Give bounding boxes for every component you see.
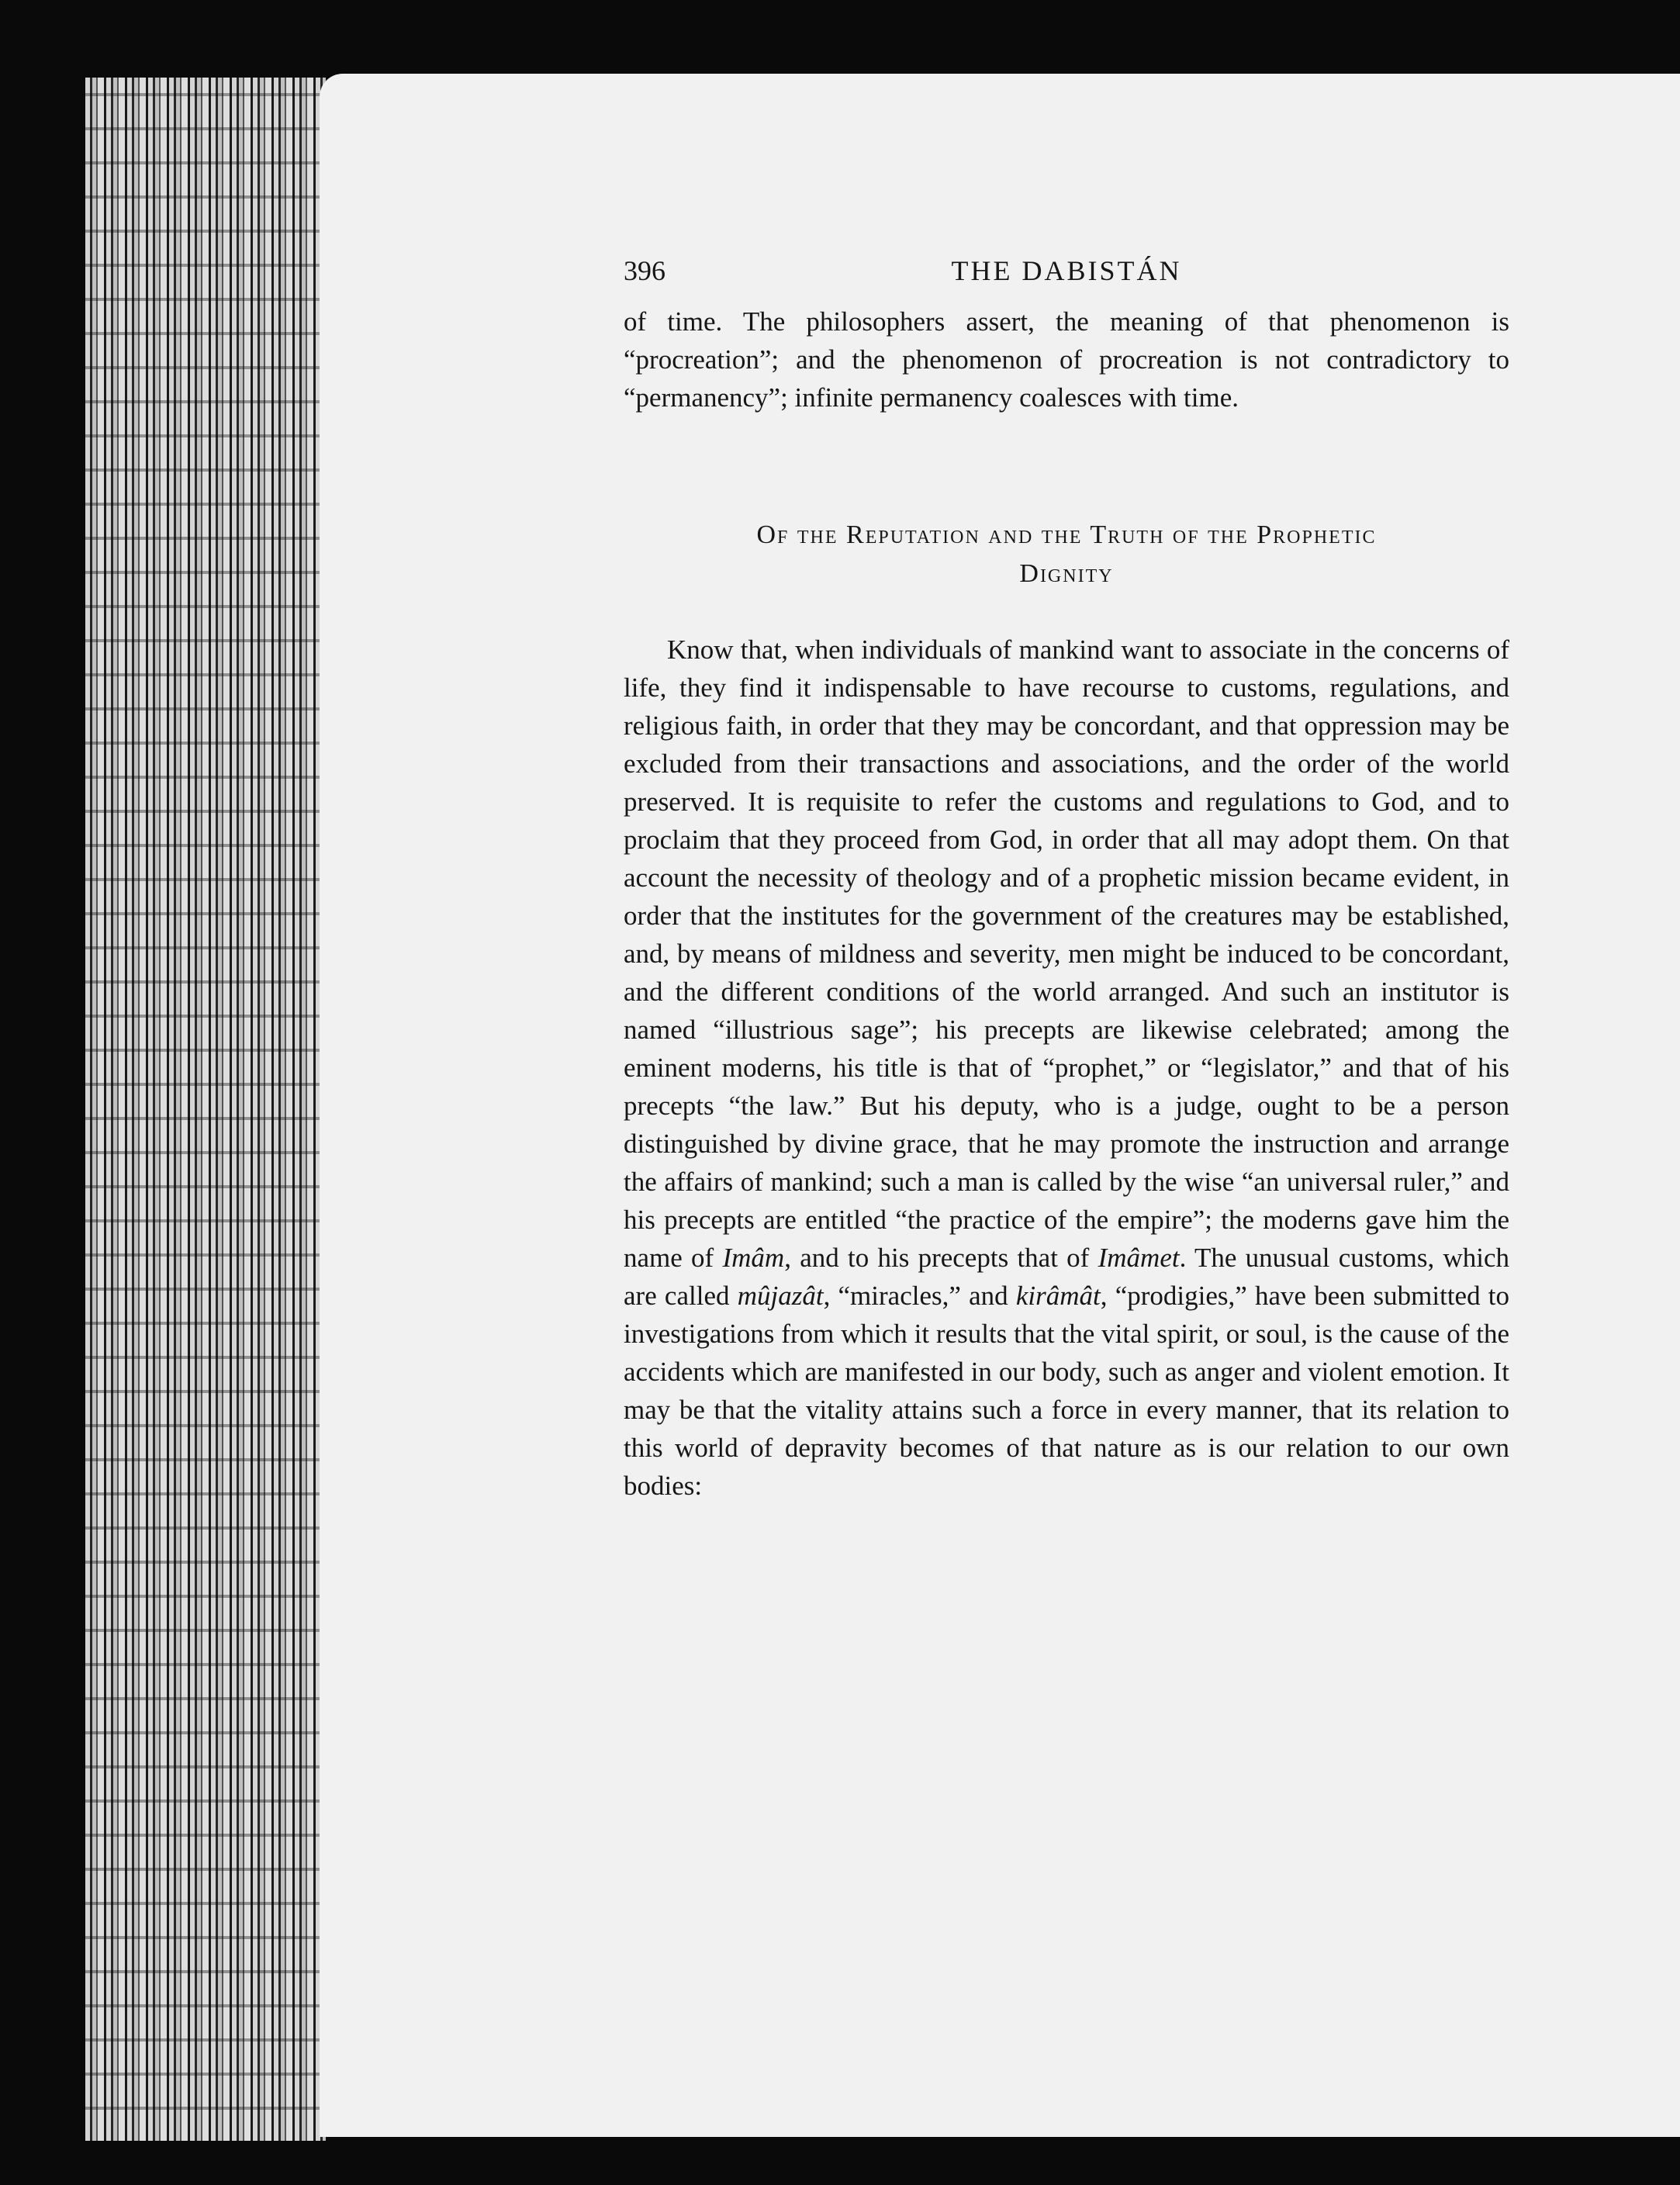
body-text-1: Know that, when individuals of mankind want to associate in the concerns of life, they find it indispensable to have recourse to customs, regulations, and religious faith, in order that they may be concordant, and that oppression may be excluded from their transactions and associations, and the order of the world preserved. It is requisite to refer the customs and regulations to God, and to proclaim that they proceed from God, in order that all may adopt them. On that account the necessity of theology and of a prophetic mission became evident, in order that the institutes for the government of the creatures may be established, and, by means of mildness and severity, men might be induced to be concordant, and the different conditions of the world arranged. And such an institutor is named “illustrious sage”; his precepts are likewise celebrated; among the eminent moderns, his title is that of “prophet,” or “legislator,” and that of his precepts “the law.” But his deputy, who is a judge, ought to be a person distinguished by divine grace, that he may promote the instruction and arrange the affairs of mankind; such a man is called by the wise “an universal ruler,” and his precepts are entitled “the practice of the empire”; the moderns gave him the name of <box>624 634 1509 1273</box>
body-text-4: , “miracles,” and <box>823 1281 1008 1311</box>
book-fore-edge <box>85 78 326 2141</box>
page-number: 396 <box>624 255 665 286</box>
book-page <box>320 74 1680 2137</box>
term-mujazat: mûjazât <box>737 1281 824 1311</box>
section-heading-line1: Of the Reputation and the Truth of the Prophetic <box>756 520 1377 549</box>
body-paragraph <box>624 631 1509 1505</box>
body-text-3: . The unusual customs, which are called <box>624 1243 1510 1311</box>
term-imamet: Imâmet <box>1098 1243 1180 1273</box>
running-head <box>624 248 1509 303</box>
body-text-5: , “prodigies,” have been submitted to investigations from which it results that the vital spirit, or soul, is the cause of the accidents which are manifested in our body, such as anger and violent emotion. It may be that the vitality attains such a force in every manner, that its relation to this world of depravity becomes of that nature as is our relation to our own bodies: <box>624 1281 1510 1501</box>
running-title: THE DABISTÁN <box>951 255 1182 286</box>
term-imam: Imâm <box>722 1243 785 1273</box>
section-heading <box>624 516 1509 593</box>
section-heading-line2: Dignity <box>1019 559 1114 588</box>
page-text-block <box>624 248 1509 1505</box>
body-text-2: , and to his precepts that of <box>784 1243 1090 1273</box>
opening-paragraph: of time. The philosophers assert, the meaning of that phenomenon is “procreation”; and the phenomenon of procreation is not contradictory to “permanency”; infinite permanency coalesces with time. <box>624 306 1509 413</box>
term-kiramat: kirâmât <box>1015 1281 1101 1311</box>
